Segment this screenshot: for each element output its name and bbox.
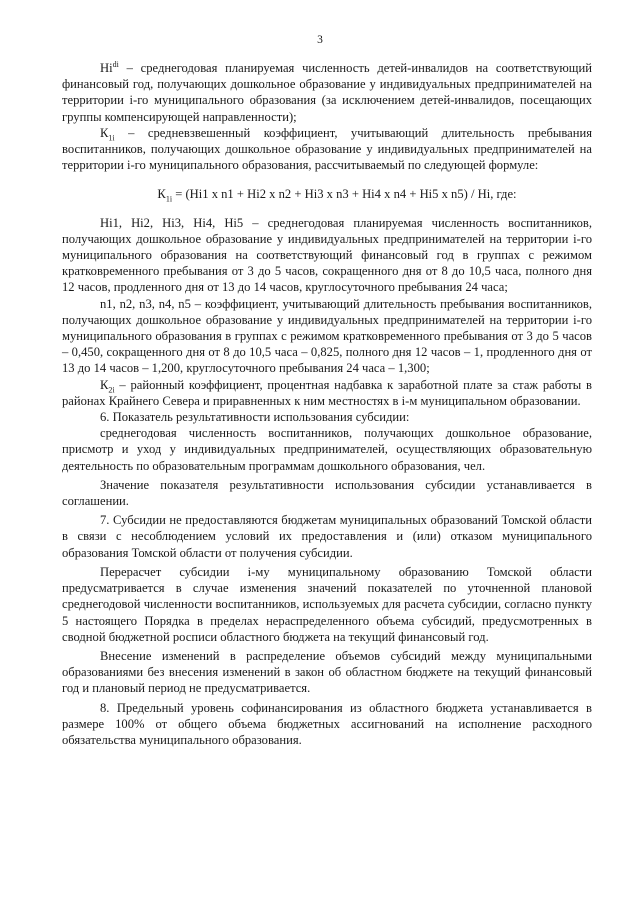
symbol-hi-superscript: di <box>112 59 119 69</box>
symbol-k-subscript: 1i <box>108 133 115 143</box>
document-body <box>62 60 592 748</box>
symbol-k: К <box>100 377 109 392</box>
section-7-paragraph: 7. Субсидии не предоставляются бюджетам муниципальных образований Томской области в связи с несоблюдением условий их предоставления и (или) отказом муниципального образования Томской области от получения субсидии. <box>62 513 592 560</box>
section-6-heading: 6. Показатель результативности использования субсидии: <box>100 410 410 425</box>
symbol-k-subscript: 2i <box>108 385 115 395</box>
formula-subscript: 1i <box>165 194 173 204</box>
paragraph-k1i-definition <box>62 125 592 174</box>
formula-symbol: К <box>157 187 166 202</box>
paragraph-changes: Внесение изменений в распределение объемов субсидий между муниципальными образованиями без внесения изменений в закон об областном бюджете на текущий финансовый год и плановый период не предусматривается. <box>62 648 592 696</box>
page-number: 3 <box>317 34 323 46</box>
paragraph-text: – средневзвешенный коэффициент, учитывающий длительность пребывания воспитанников, получающих дошкольное образование у индивидуальных предпринимателей на территории i-го муниципального образования, рассчитываемый по следующей формуле: <box>62 125 592 173</box>
paragraph-text: – среднегодовая планируемая численность детей-инвалидов на соответствующий финансовый год, получающих дошкольное образование у индивидуальных предпринимателей на территории i-го муниципального образования (за исключением детей-инвалидов, посещающих группы компенсирующей направленности); <box>62 61 592 124</box>
section-8-paragraph: 8. Предельный уровень софинансирования из областного бюджета устанавливается в размере 100% от общего объема бюджетных ассигнований на исполнение расходного обязательства муниципального образования. <box>62 700 592 747</box>
symbol-hi: Нi <box>100 61 113 75</box>
paragraph-recalculation: Перерасчет субсидии i-му муниципальному образованию Томской области предусматривается в случае изменения значений показателей по уточненной плановой среднегодовой численности воспитанников, используемых для расчета субсидии, согласно пункту 5 настоящего Порядка в пределах нераспределенного объема субсидий, предусмотренных в сводной бюджетной росписи областного бюджета на текущий финансовый год. <box>62 564 592 644</box>
formula-k1i <box>82 186 592 202</box>
paragraph-hi1-hi5-definition: Нi1, Нi2, Нi3, Нi4, Нi5 – среднегодовая планируемая численность воспитанников, получающих дошкольное образование у индивидуальных предпринимателей на территории i-го муниципального образования на соответствующий финансовый год в группах с режимом кратковременного пребывания от 3 до 5 часов, сокращенного дня от 8 до 10,5 часа, полного дня 12 часов, продленного дня от 13 до 14 часов, круглосуточного пребывания 24 часа; <box>62 215 592 295</box>
paragraph-text: – районный коэффициент, процентная надбавка к заработной плате за стаж работы в районах Крайнего Севера и приравненных к ним местностях в i-м муниципальном образовании. <box>62 377 592 408</box>
paragraph-hi-di-definition <box>62 60 592 125</box>
formula-expression: = (Нi1 х n1 + Нi2 х n2 + Нi3 х n3 + Нi4 х n4 + Нi5 х n5) / Нi, где: <box>172 187 517 202</box>
paragraph-n1-n5-definition: n1, n2, n3, n4, n5 – коэффициент, учитывающий длительность пребывания воспитанников, получающих дошкольное образование у индивидуальных предпринимателей на территории i-го муниципального образования в группах с режимом кратковременного пребывания от 3 до 5 часов – 0,450, сокращенного дня от 8 до 10,5 часа – 0,825, полного дня 12 часов – 1, продленного дня от 13 до 14 часов – 1,200, круглосуточного пребывания 24 часа – 1,300; <box>62 296 592 376</box>
symbol-k: К <box>100 125 109 140</box>
paragraph-indicator: среднегодовая численность воспитанников, получающих дошкольное образование, присмотр и уход у индивидуальных предпринимателей, осуществляющих образовательную деятельность по образовательным программам дошкольного образования, чел. <box>62 426 592 473</box>
paragraph-k2i-definition <box>62 377 592 409</box>
paragraph-indicator-value: Значение показателя результативности использования субсидии устанавливается в соглашении. <box>62 477 592 509</box>
